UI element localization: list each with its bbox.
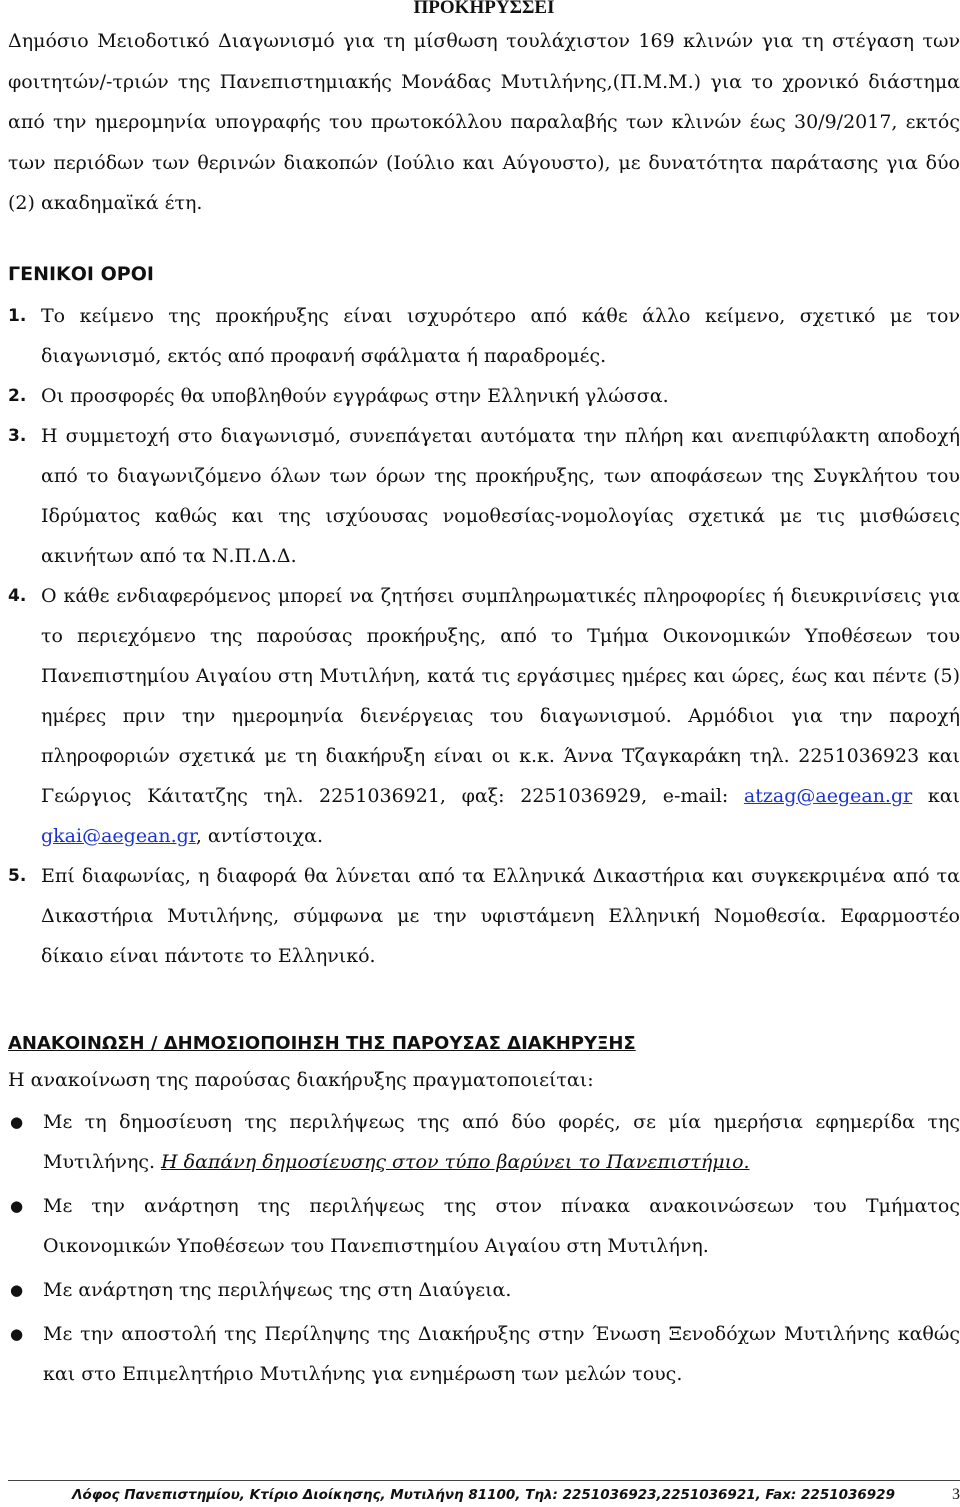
email-link-atzag[interactable]: atzag@aegean.gr <box>743 784 913 807</box>
announcement-heading: ΑΝΑΚΟΙΝΩΣΗ / ΔΗΜΟΣΙΟΠΟΙΗΣΗ ΤΗΣ ΠΑΡΟΥΣΑΣ ΔΙΑΚΗΡΥΞΗΣ <box>8 1032 636 1054</box>
term-number: 4. <box>8 585 27 606</box>
term-text: Η συμμετοχή στο διαγωνισμό, συνεπάγεται αυτόματα την πλήρη και ανεπιφύλακτη αποδοχή από το διαγωνιζόμενο όλων των όρων της προκήρυξης, των αποφάσεων της Συγκλήτου του Ιδρύματος καθώς και της ισχύουσας νομοθεσίας-νομολογίας σχετικά με τις μισθώσεις ακινήτων από τα Ν.Π.Δ.Δ. <box>41 424 960 567</box>
term-item <box>8 856 960 976</box>
bullet-text: Με την ανάρτηση της περιλήψεως της στον πίνακα ανακοινώσεων του Τμήματος Οικονομικών Υποθέσεων του Πανεπιστημίου Αιγαίου στη Μυτιλήνη. <box>43 1194 960 1257</box>
list-item <box>8 1314 960 1394</box>
page-number: 3 <box>952 1486 960 1503</box>
bullet-note: Η δαπάνη δημοσίευσης στον τύπο βαρύνει το Πανεπιστήμιο. <box>161 1150 750 1173</box>
term-text: Οι προσφορές θα υποβληθούν εγγράφως στην Ελληνική γλώσσα. <box>41 384 669 407</box>
term-text-part: , αντίστοιχα. <box>195 824 324 847</box>
term-text-part: Ο κάθε ενδιαφερόμενος μπορεί να ζητήσει συμπληρωματικές πληροφορίες ή διευκρινίσεις για το περιεχόμενο της παρούσας προκήρυξης, από το Τμήμα Οικονομικών Υποθέσεων του Πανεπιστημίου Αιγαίου στη Μυτιλήνη, κατά τις εργάσιμες ημέρες και ώρες, έως και πέντε (5) ημέρες πριν την ημερομηνία διενέργειας του διαγωνισμού. Αρμόδιοι για την παροχή πληροφοριών σχετικά με τη διακήρυξη είναι οι κ.κ. Άννα Τζαγκαράκη τηλ. 2251036923 και Γεώργιος Κάιτατζης τηλ. 2251036921, φαξ: 2251036929, e-mail: <box>41 584 960 807</box>
email-link-gkai[interactable]: gkai@aegean.gr <box>41 824 196 847</box>
term-number: 2. <box>8 385 27 406</box>
term-item <box>8 416 960 576</box>
list-item <box>8 1102 960 1182</box>
list-item <box>8 1270 960 1310</box>
term-number: 5. <box>8 865 27 886</box>
general-terms-list <box>8 296 960 976</box>
general-terms-heading: ΓΕΝΙΚΟΙ ΟΡΟΙ <box>8 262 154 285</box>
footer-address: Λόφος Πανεπιστημίου, Κτίριο Διοίκησης, Μυτιλήνη 81100, Τηλ: 2251036923,2251036921, Fax: 2251036929 <box>72 1487 895 1503</box>
page-footer <box>8 1480 960 1505</box>
announcement-lead: Η ανακοίνωση της παρούσας διακήρυξης πραγματοποιείται: <box>8 1068 594 1091</box>
document-title: ΠΡΟΚΗΡΥΣΣΕΙ <box>413 0 555 18</box>
bullet-icon: ● <box>10 1324 24 1343</box>
document-page <box>8 0 960 1394</box>
list-item <box>8 1186 960 1266</box>
term-text: Επί διαφωνίας, η διαφορά θα λύνεται από τα Ελληνικά Δικαστήρια και συγκεκριμένα από τα Δικαστήρια Μυτιλήνης, σύμφωνα με την υφιστάμενη Ελληνική Νομοθεσία. Εφαρμοστέο δίκαιο είναι πάντοτε το Ελληνικό. <box>41 864 960 967</box>
intro-paragraph: Δημόσιο Μειοδοτικό Διαγωνισμό για τη μίσθωση τουλάχιστον 169 κλινών για τη στέγαση των φοιτητών/-τριών της Πανεπιστημιακής Μονάδας Μυτιλήνης,(Π.Μ.Μ.) για το χρονικό διάστημα από την ημερομηνία υπογραφής του πρωτοκόλλου παραλαβής των κλινών έως 30/9/2017, εκτός των περιόδων των θερινών διακοπών (Ιούλιο και Αύγουστο), με δυνατότητα παράτασης για δύο (2) ακαδημαϊκά έτη. <box>8 30 960 214</box>
term-text <box>41 576 960 856</box>
bullet-text: Με την αποστολή της Περίληψης της Διακήρυξης στην Ένωση Ξενοδόχων Μυτιλήνης καθώς και στο Επιμελητήριο Μυτιλήνης για ενημέρωση των μελών τους. <box>43 1322 960 1385</box>
term-item <box>8 376 960 416</box>
bullet-icon: ● <box>10 1112 24 1131</box>
term-text: Το κείμενο της προκήρυξης είναι ισχυρότερο από κάθε άλλο κείμενο, σχετικό με τον διαγωνισμό, εκτός από προφανή σφάλματα ή παραδρομές. <box>41 304 960 367</box>
bullet-text-main: Με τη δημοσίευση της περιλήψεως της από δύο φορές, σε μία ημερήσια εφημερίδα της Μυτιλήνης. <box>43 1110 960 1173</box>
bullet-icon: ● <box>10 1196 24 1215</box>
announcement-bullets <box>8 1102 960 1394</box>
term-item <box>8 296 960 376</box>
term-text-part: και <box>912 784 960 807</box>
term-item <box>8 576 960 856</box>
term-number: 3. <box>8 425 27 446</box>
bullet-text <box>43 1102 960 1182</box>
term-number: 1. <box>8 305 27 326</box>
bullet-icon: ● <box>10 1280 24 1299</box>
bullet-text: Με ανάρτηση της περιλήψεως της στη Διαύγεια. <box>43 1278 512 1301</box>
